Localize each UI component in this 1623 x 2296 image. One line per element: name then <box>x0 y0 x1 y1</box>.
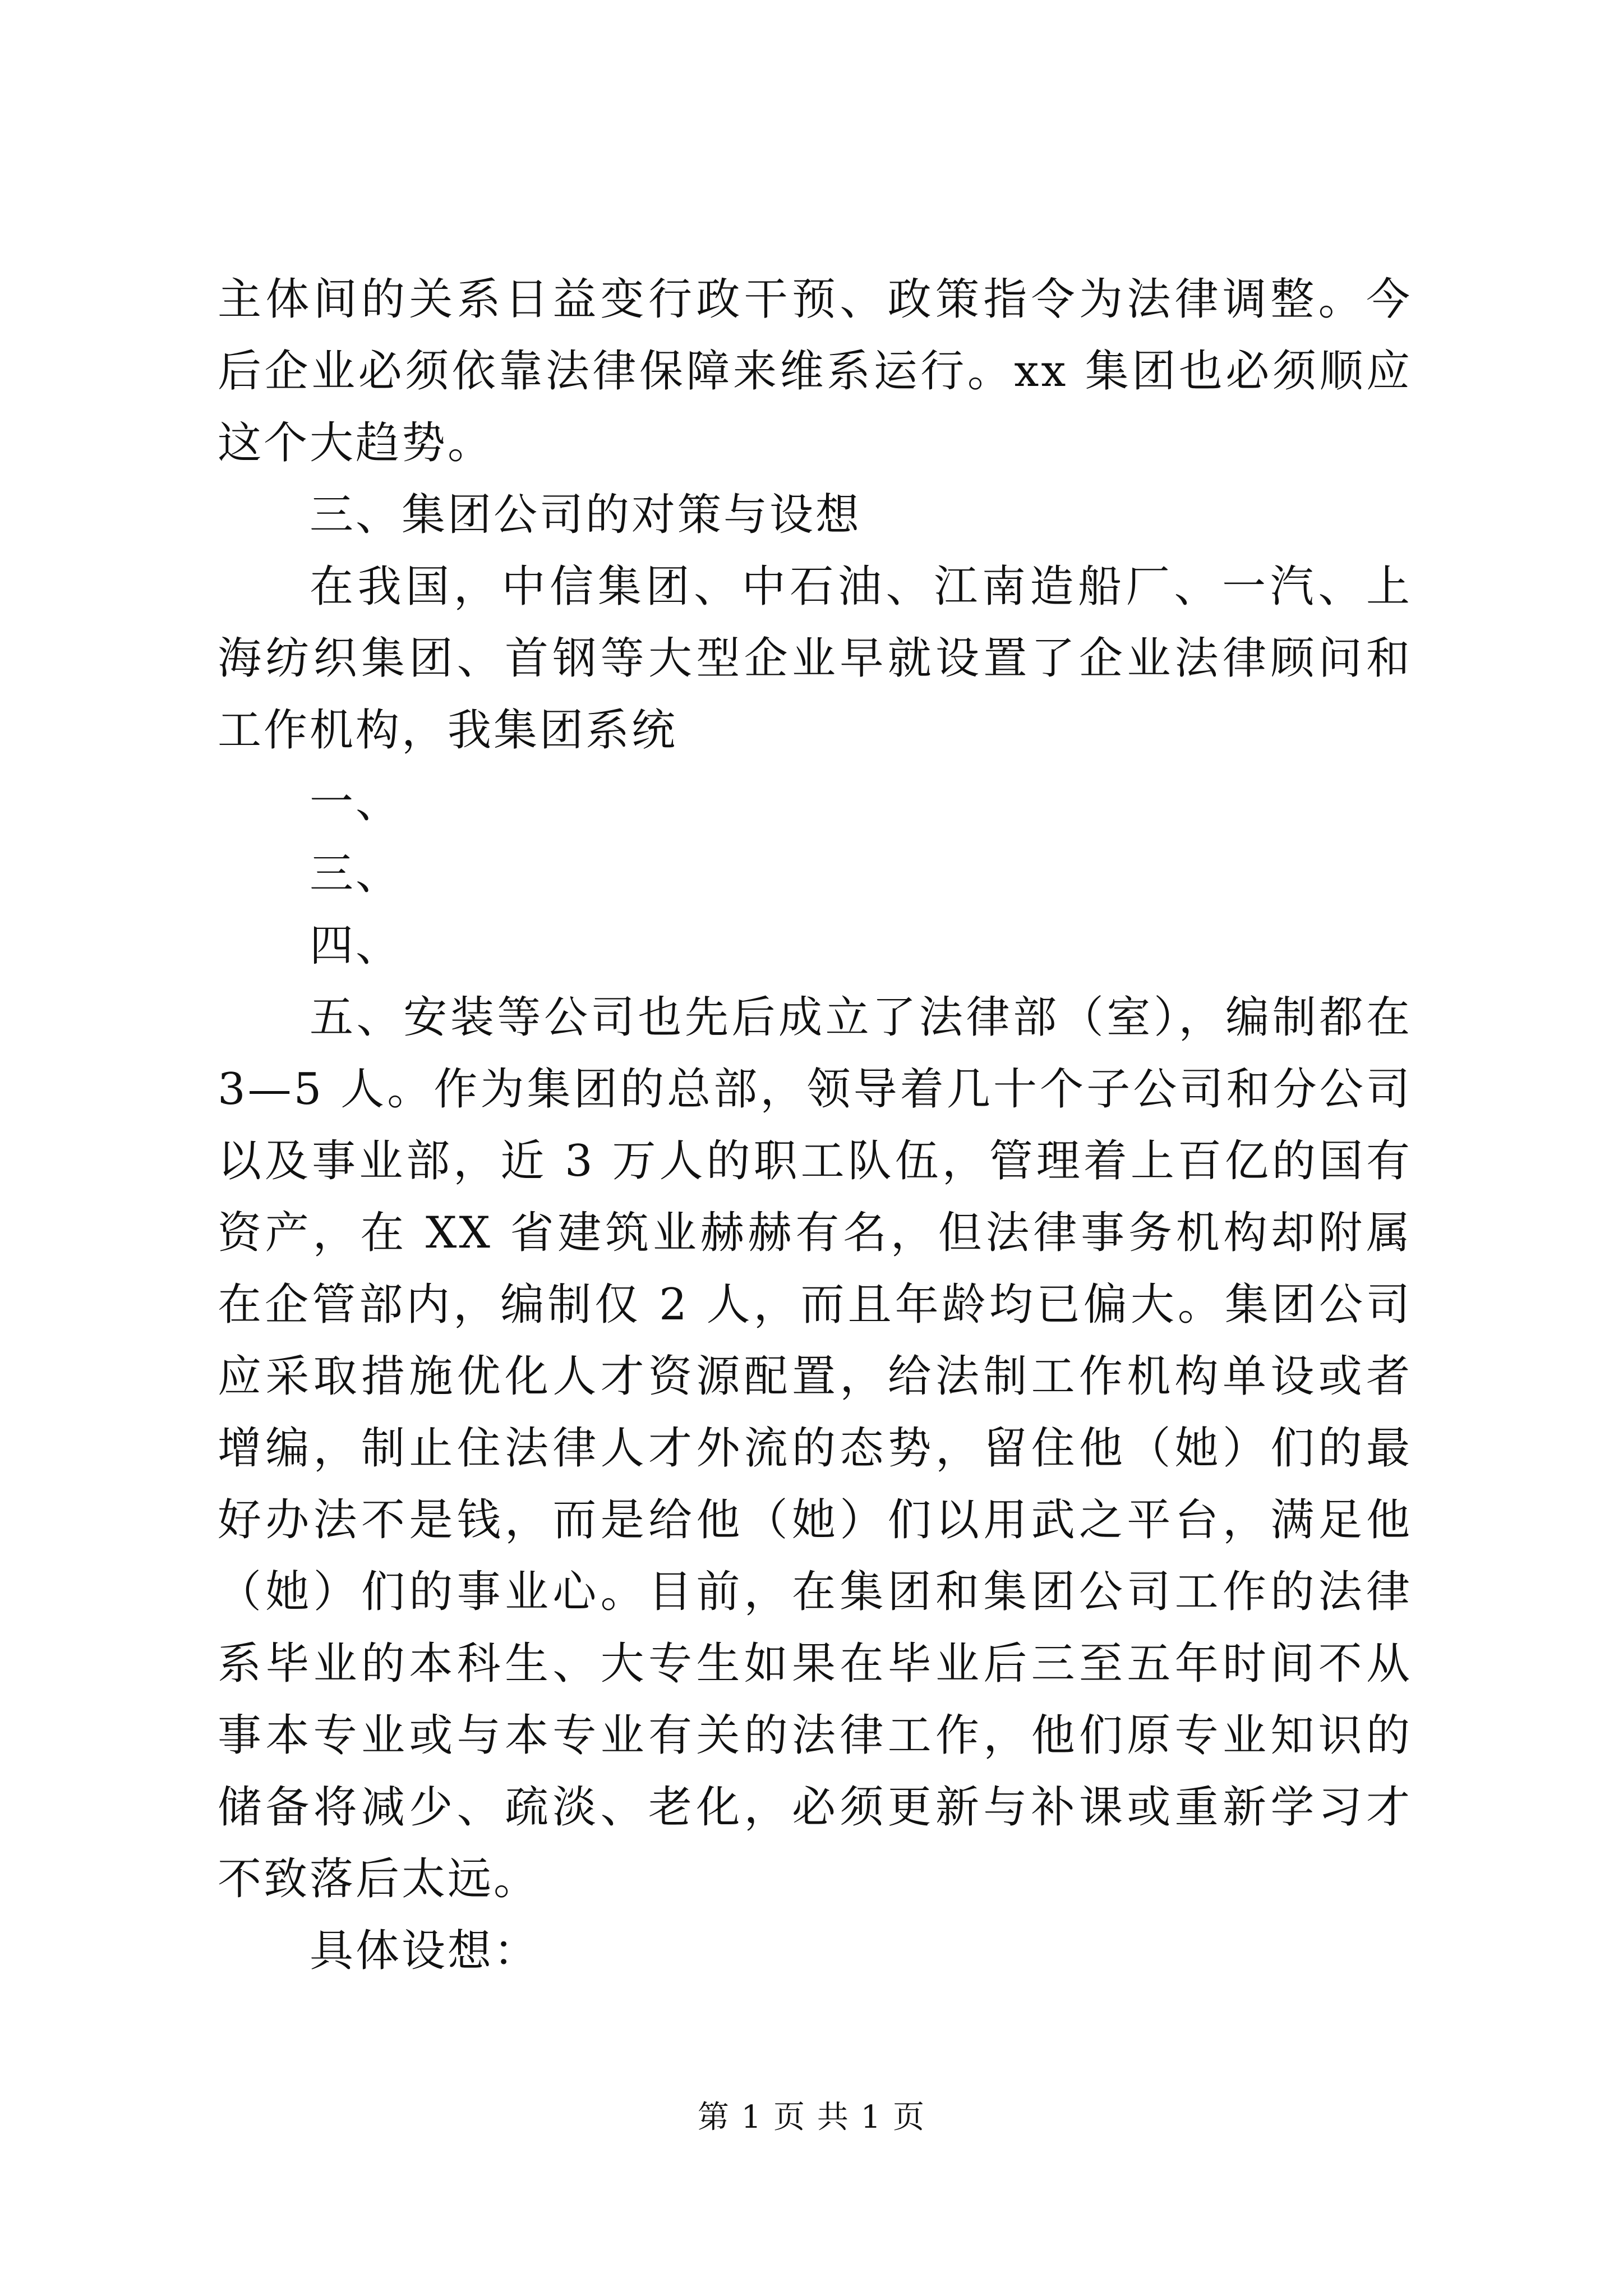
paragraph-continuation: 主体间的关系日益变行政干预、政策指令为法律调整。今后企业必须依靠法律保障来维系运行。xx 集团也必须顺应这个大趋势。 <box>218 274 1412 468</box>
section-heading-three: 三、集团公司的对策与设想 <box>310 490 862 540</box>
list-marker-four: 四、 <box>310 921 402 971</box>
paragraph-specific-ideas: 具体设想： <box>310 1926 540 1976</box>
list-marker-three: 三、 <box>310 849 402 899</box>
document-body <box>218 264 1412 1987</box>
paragraph-main-body: 五、安装等公司也先后成立了法律部（室），编制都在 3—5 人。作为集团的总部，领导着几十个子公司和分公司以及事业部，近 3 万人的职工队伍，管理着上百亿的国有资产，在 XX 省建筑业赫赫有名，但法律事务机构却附属在企管部内，编制仅 2 人，而且年龄均已偏大。集团公司应采取措施优化人才资源配置，给法制工作机构单设或者增编，制止住法律人才外流的态势，留住他（她）们的最好办法不是钱，而是给他（她）们以用武之平台，满足他（她）们的事业心。目前，在集团和集团公司工作的法律系毕业的本科生、大专生如果在毕业后三至五年时间不从事本专业或与本专业有关的法律工作，他们原专业知识的储备将减少、疏淡、老化，必须更新与补课或重新学习才不致落后太远。 <box>218 992 1412 1904</box>
paragraph-domestic-examples: 在我国，中信集团、中石油、江南造船厂、一汽、上海纺织集团、首钢等大型企业早就设置了企业法律顾问和工作机构，我集团系统 <box>218 562 1412 756</box>
list-marker-one: 一、 <box>310 777 402 827</box>
page-footer: 第 1 页 共 1 页 <box>697 2099 926 2136</box>
